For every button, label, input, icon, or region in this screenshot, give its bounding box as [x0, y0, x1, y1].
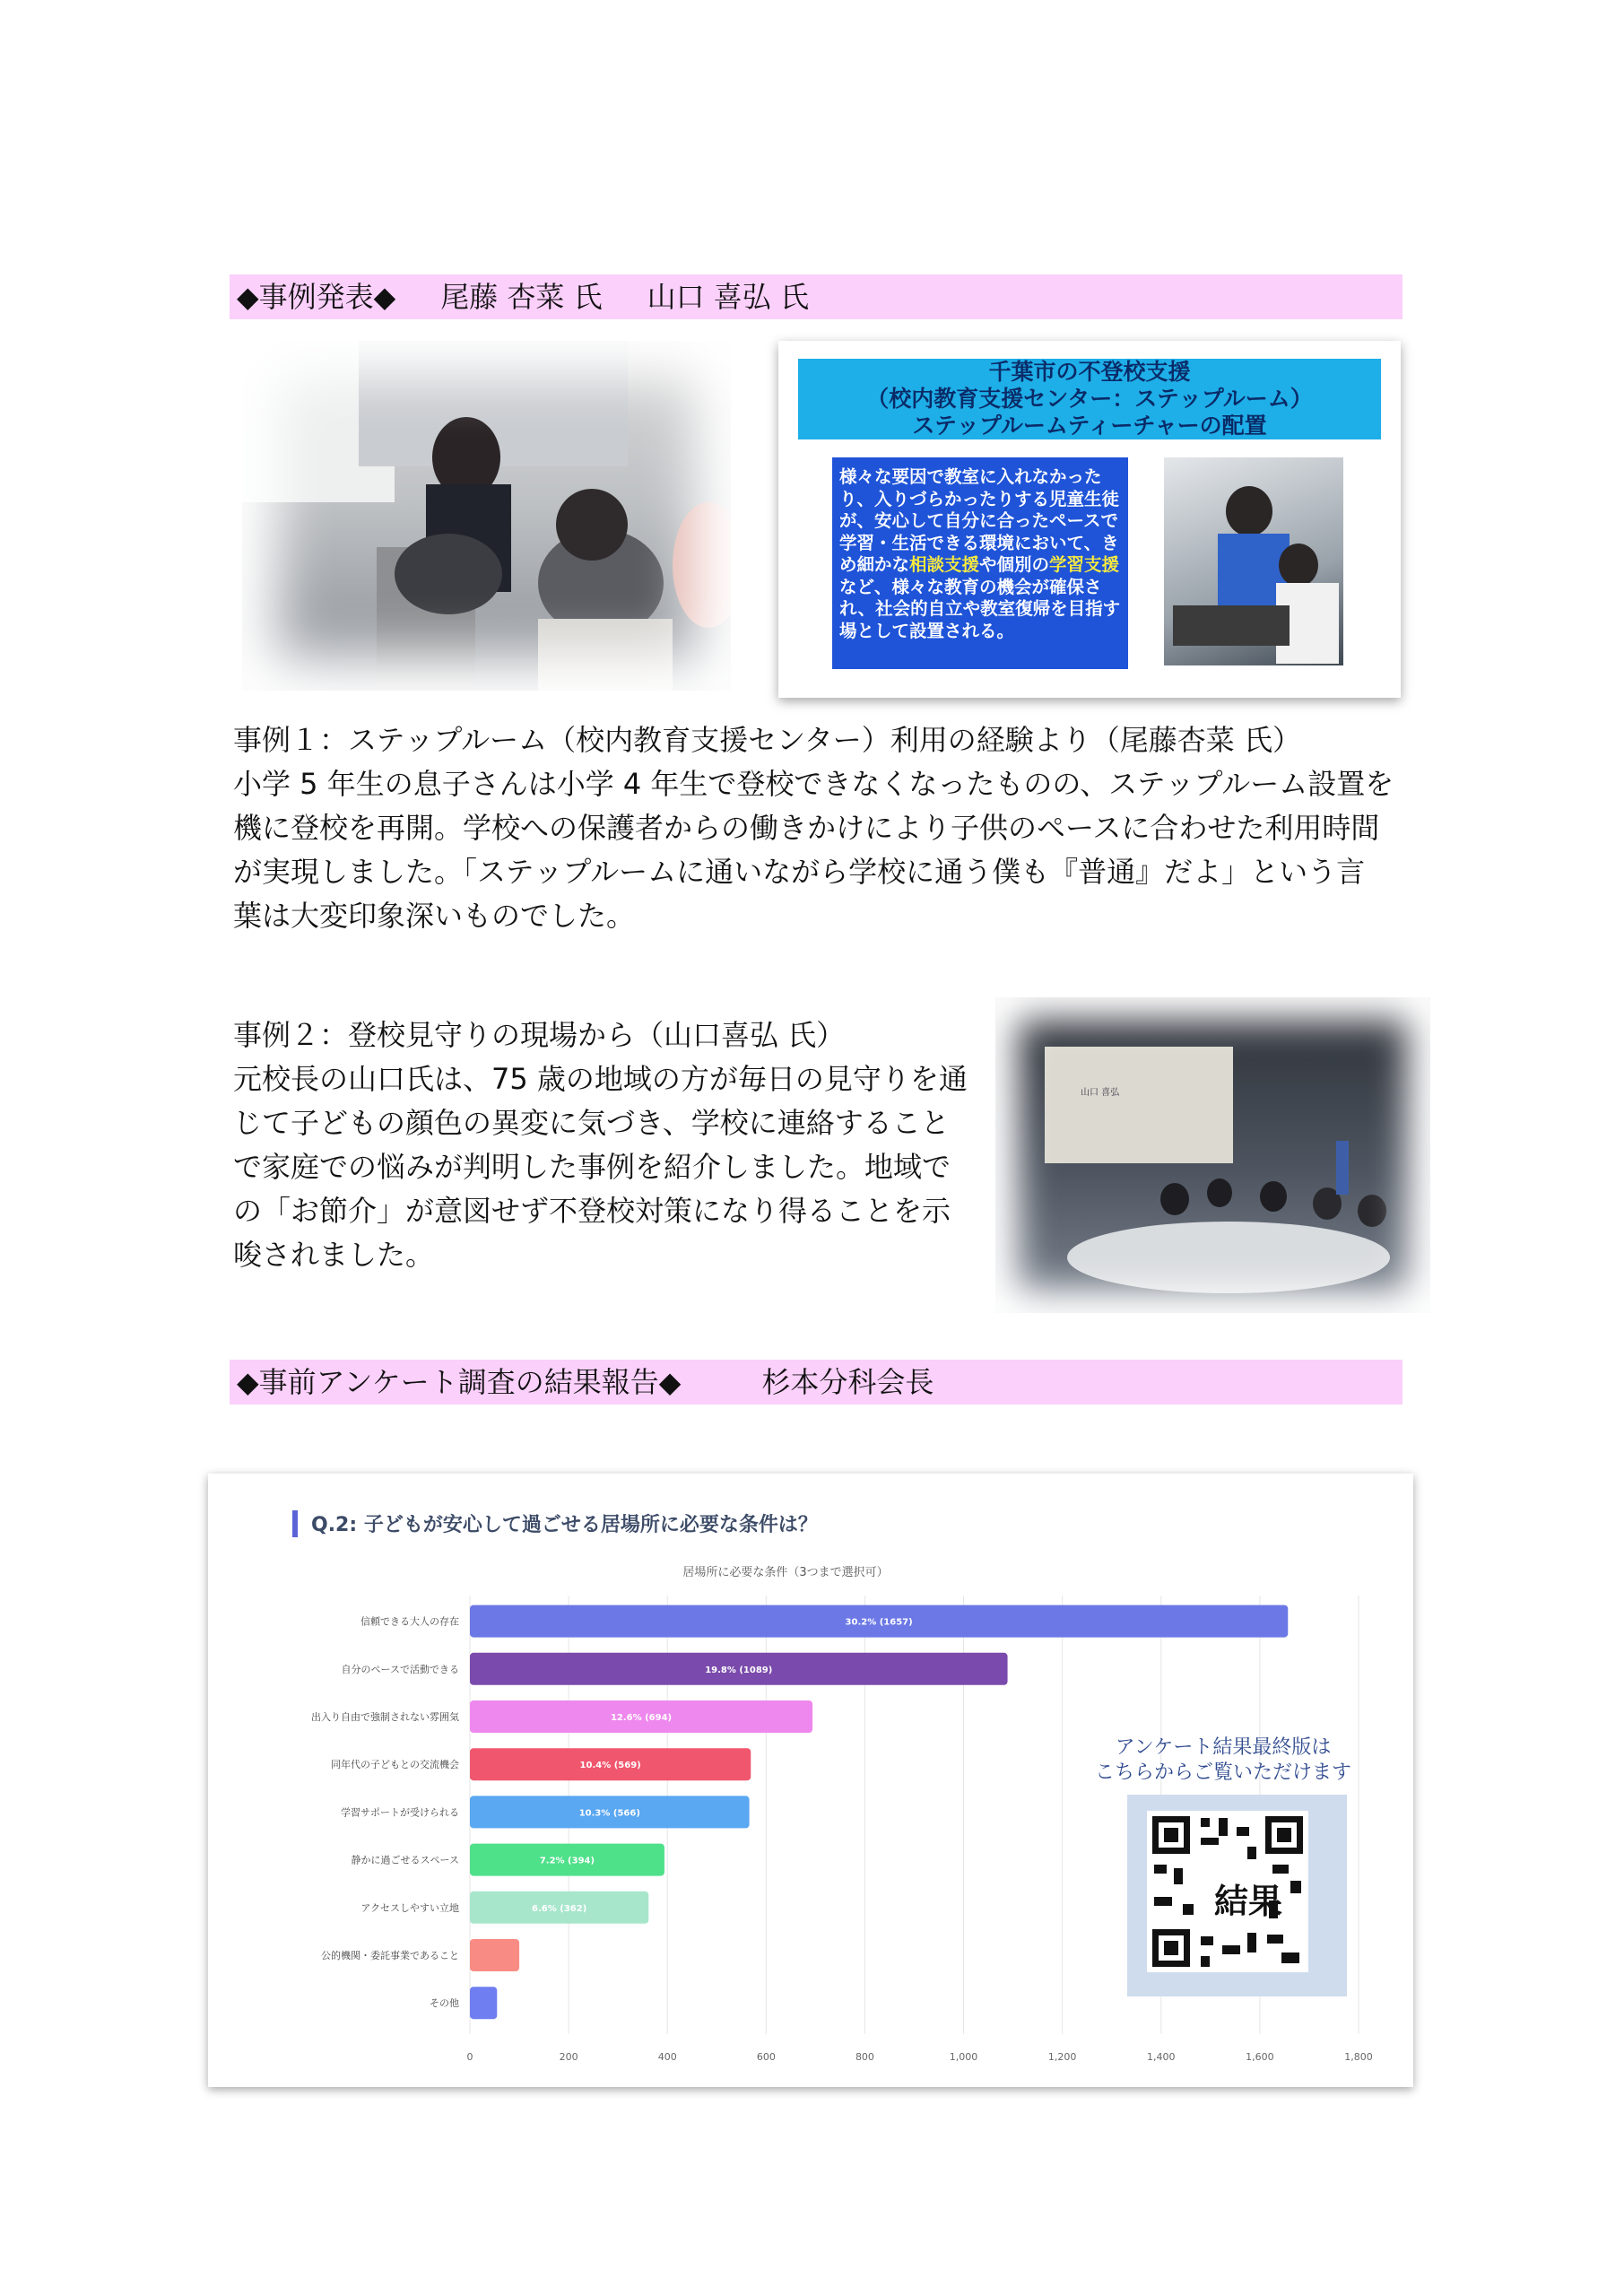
slide-title-line-3: ステップルームティーチャーの配置 [912, 413, 1267, 439]
chart-category-label: その他 [430, 1997, 459, 2010]
chart-data-label: 30.2% (1657) [845, 1617, 913, 1628]
chart-data-label: 10.4% (569) [579, 1761, 641, 1771]
qr-code[interactable] [1127, 1795, 1347, 1996]
section2-heading-label: ◆事前アンケート調査の結果報告◆ [237, 1365, 682, 1399]
qr-caption-line-1: アンケート結果最終版は [1115, 1736, 1332, 1759]
qr-code-label: 結果 [1214, 1882, 1283, 1921]
slide-title [798, 359, 1381, 439]
chart-x-tick-label: 1,600 [1246, 2051, 1274, 2063]
presentation-photo [242, 341, 731, 691]
chart-x-tick-label: 200 [559, 2051, 578, 2063]
chart-category-label: 出入り自由で強制されない雰囲気 [311, 1711, 459, 1723]
chart-x-tick-label: 1,400 [1147, 2051, 1176, 2063]
projector-screen-text: 山口 喜弘 [1081, 1088, 1120, 1098]
case2-line-3: で家庭での悩みが判明した事例を紹介しました。地域で [233, 1150, 951, 1184]
case1-line-3: が実現しました。「ステップルームに通いながら学校に通う僕も『普通』だよ」という言 [233, 855, 1366, 889]
qr-caption-line-2: こちらからご覧いただけます [1094, 1761, 1351, 1784]
section-heading-survey-report [230, 1360, 1403, 1405]
chart-data-label: 12.6% (694) [610, 1713, 673, 1723]
chart-data-label: 19.8% (1089) [705, 1665, 773, 1675]
case2-line-2: じて子どもの顔色の異変に気づき、学校に連絡すること [233, 1106, 950, 1140]
case1-line-4: 葉は大変印象深いものでした。 [233, 899, 636, 933]
presentation-photo-illustration [242, 341, 731, 691]
chart-category-label: 公的機関・委託事業であること [321, 1950, 459, 1961]
chart-x-tick-label: 600 [756, 2051, 776, 2063]
meeting-room-photo [995, 997, 1430, 1313]
chart-x-tick-label: 1,800 [1344, 2051, 1373, 2063]
slide-photo-classroom [1164, 457, 1343, 665]
chart-category-label: 学習サポートが受けられる [341, 1806, 459, 1819]
chart-x-tick-label: 1,200 [1047, 2051, 1077, 2063]
case2-title: 事例２：登校見守りの現場から（山口喜弘 氏） [233, 1018, 846, 1052]
slide-body-text [832, 457, 1128, 669]
chart-data-label: 10.3% (566) [578, 1808, 640, 1819]
slide-body-part-3: など、様々な教育の機会が確保され、社会的自立や教室復帰を目指す場として設置される。 [839, 576, 1121, 641]
qr-caption [1089, 1735, 1358, 1786]
chart-category-label: 同年代の子どもとの交流機会 [331, 1759, 459, 1771]
section-heading-case-presentations [230, 274, 1403, 319]
chart-x-tick-label: 400 [657, 2051, 677, 2063]
chart-title: Q.2: 子どもが安心して過ごせる居場所に必要な条件は？ [311, 1514, 818, 1536]
chart-subtitle: 居場所に必要な条件（3つまで選択可） [682, 1566, 889, 1579]
case2-line-4: の「お節介」が意図せず不登校対策になり得ることを示 [233, 1194, 951, 1228]
chart-category-label: 静かに過ごせるスペース [351, 1854, 459, 1866]
case2-line-1: 元校長の山口氏は、75 歳の地域の方が毎日の見守りを通 [233, 1062, 968, 1096]
chart-bar [470, 1939, 519, 1971]
presenter-name-1: 尾藤 杏菜 氏 [440, 280, 603, 314]
slide-highlight-learning: 学習支援 [1049, 554, 1120, 575]
meeting-room-illustration [995, 997, 1430, 1313]
presenter-name-2: 山口 喜弘 氏 [647, 280, 809, 314]
chart-data-label: 7.2% (394) [539, 1856, 595, 1866]
chart-category-label: 信頼できる大人の存在 [360, 1615, 459, 1628]
slide-body-part-1: 様々な要因で教室に入れなかったり、入りづらかったりする児童生徒が、安心して自分に合ったペースで学習・生活できる環境において、きめ細かな [839, 466, 1120, 575]
slide-title-line-1: 千葉市の不登校支援 [988, 359, 1191, 385]
chart-category-label: 自分のペースで活動できる [341, 1663, 459, 1675]
section-heading-label: ◆事例発表◆ [237, 280, 396, 314]
case1-line-2: 機に登校を再開。学校への保護者からの働きかけにより子供のペースに合わせた利用時間 [233, 811, 1380, 845]
slide-photo-illustration [1164, 457, 1343, 665]
slide-title-line-2: （校内教育支援センター：ステップルーム） [866, 386, 1313, 412]
case2-line-5: 唆されました。 [233, 1238, 435, 1272]
slide-highlight-consultation: 相談支援 [909, 554, 980, 575]
slide-image-step-room [778, 341, 1401, 698]
chart-category-label: アクセスしやすい立地 [360, 1901, 459, 1914]
slide-body-part-2: や個別の [979, 554, 1050, 575]
qr-code-pattern [1147, 1811, 1308, 1972]
section2-presenter: 杉本分科会長 [761, 1365, 934, 1399]
chart-x-tick-label: 800 [855, 2051, 874, 2063]
chart-data-label: 6.6% (362) [532, 1903, 587, 1914]
case1-line-1: 小学 5 年生の息子さんは小学 4 年生で登校できなくなったものの、ステップルーム設置を [233, 767, 1394, 801]
projector-screen [1045, 1047, 1233, 1163]
chart-bar [470, 1987, 497, 2019]
chart-x-tick-label: 0 [466, 2051, 473, 2063]
case1-title: 事例１：ステップルーム（校内教育支援センター）利用の経験より（尾藤杏菜 氏） [233, 723, 1301, 757]
chart-x-tick-label: 1,000 [949, 2051, 978, 2063]
